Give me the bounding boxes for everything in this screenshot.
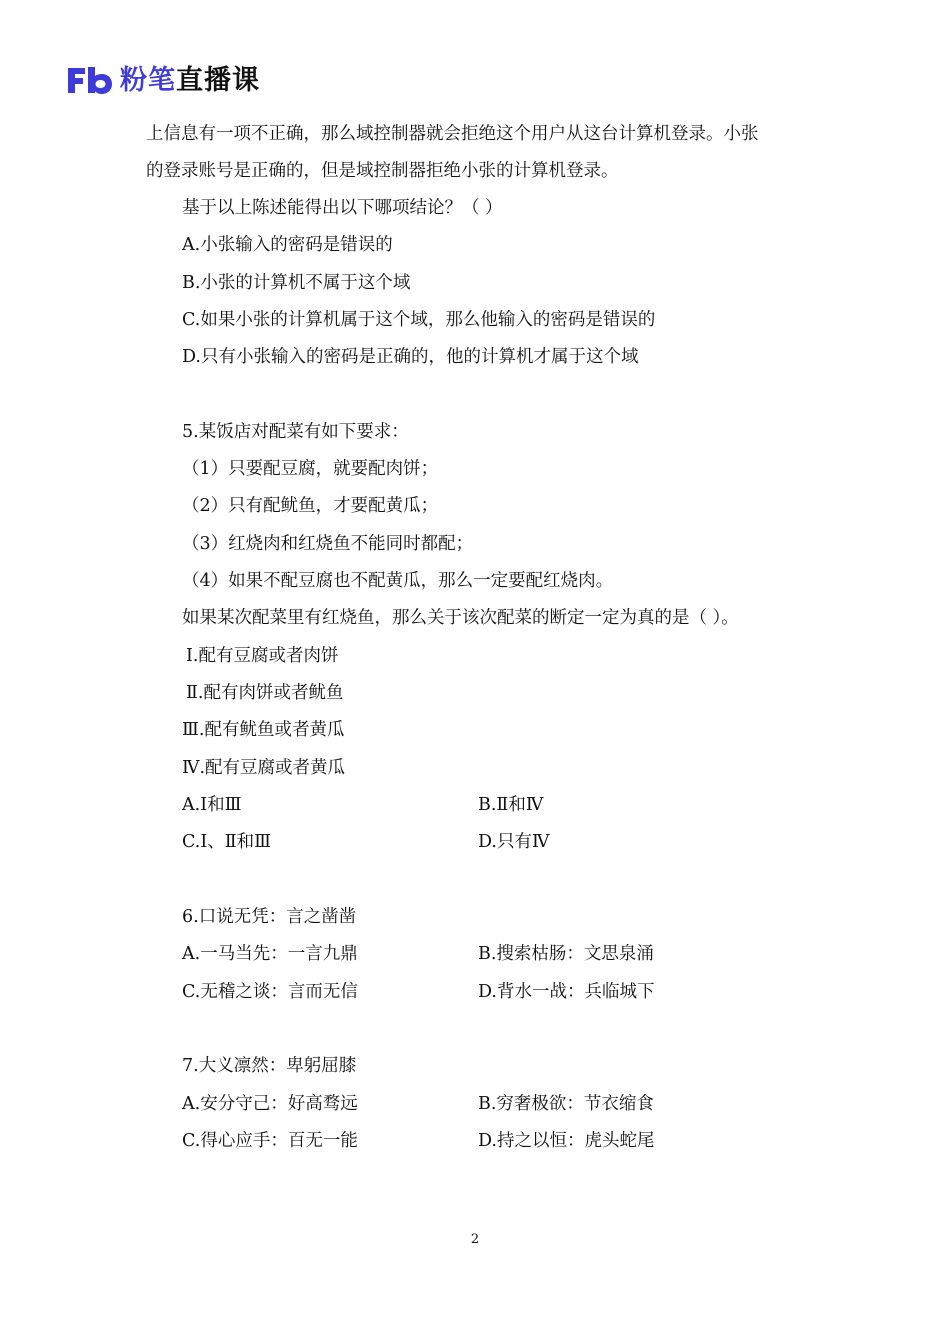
option-a: A.Ⅰ和Ⅲ: [182, 795, 242, 815]
option-a: A.安分守己：好高骛远: [182, 1094, 358, 1114]
brand-name: 粉笔: [120, 64, 176, 96]
option-c: C.无稽之谈：言而无信: [182, 982, 358, 1002]
statement-item: Ⅱ.配有肉饼或者鱿鱼: [186, 683, 344, 703]
brand-suffix: 直播课: [176, 64, 260, 96]
statement-item: Ⅲ.配有鱿鱼或者黄瓜: [182, 720, 345, 740]
question-stem: 6.口说无凭：言之凿凿: [182, 907, 357, 927]
condition-item: （1）只要配豆腐，就要配肉饼；: [182, 459, 439, 479]
option-d: D.持之以恒：虎头蛇尾: [478, 1131, 655, 1151]
option-a: A.小张输入的密码是错误的: [182, 235, 393, 255]
question-text: 如果某次配菜里有红烧鱼，那么关于该次配菜的断定一定为真的是（ ）。: [182, 608, 739, 628]
condition-item: （2）只有配鱿鱼，才要配黄瓜；: [182, 496, 439, 516]
paragraph-line: 上信息有一项不正确，那么域控制器就会拒绝这个用户从这台计算机登录。小张: [146, 124, 759, 144]
statement-item: Ⅳ.配有豆腐或者黄瓜: [182, 758, 346, 778]
fb-logo-icon: [66, 65, 114, 95]
option-b: B.穷奢极欲：节衣缩食: [478, 1094, 654, 1114]
question-text: 基于以上陈述能得出以下哪项结论？（ ）: [182, 198, 503, 218]
option-b: B.小张的计算机不属于这个域: [182, 273, 411, 293]
brand-wordmark: [120, 64, 260, 96]
option-c: C.得心应手：百无一能: [182, 1131, 358, 1151]
condition-item: （4）如果不配豆腐也不配黄瓜，那么一定要配红烧肉。: [182, 571, 614, 591]
option-d: D.只有Ⅳ: [478, 832, 550, 852]
option-a: A.一马当先：一言九鼎: [182, 944, 358, 964]
paragraph-line: 的登录账号是正确的，但是域控制器拒绝小张的计算机登录。: [146, 161, 619, 181]
question-stem: 7.大义凛然：卑躬屈膝: [182, 1056, 357, 1076]
option-b: B.搜索枯肠：文思泉涌: [478, 944, 654, 964]
option-b: B.Ⅱ和Ⅳ: [478, 795, 544, 815]
condition-item: （3）红烧肉和红烧鱼不能同时都配；: [182, 534, 474, 554]
question-stem: 5.某饭店对配菜有如下要求：: [182, 422, 409, 442]
option-d: D.背水一战：兵临城下: [478, 982, 655, 1002]
page-number: 2: [470, 1232, 480, 1247]
brand-logo: [66, 62, 260, 98]
statement-item: Ⅰ.配有豆腐或者肉饼: [186, 646, 339, 666]
option-d: D.只有小张输入的密码是正确的，他的计算机才属于这个域: [182, 347, 639, 367]
option-c: C.Ⅰ、Ⅱ和Ⅲ: [182, 832, 272, 852]
option-c: C.如果小张的计算机属于这个域，那么他输入的密码是错误的: [182, 310, 656, 330]
